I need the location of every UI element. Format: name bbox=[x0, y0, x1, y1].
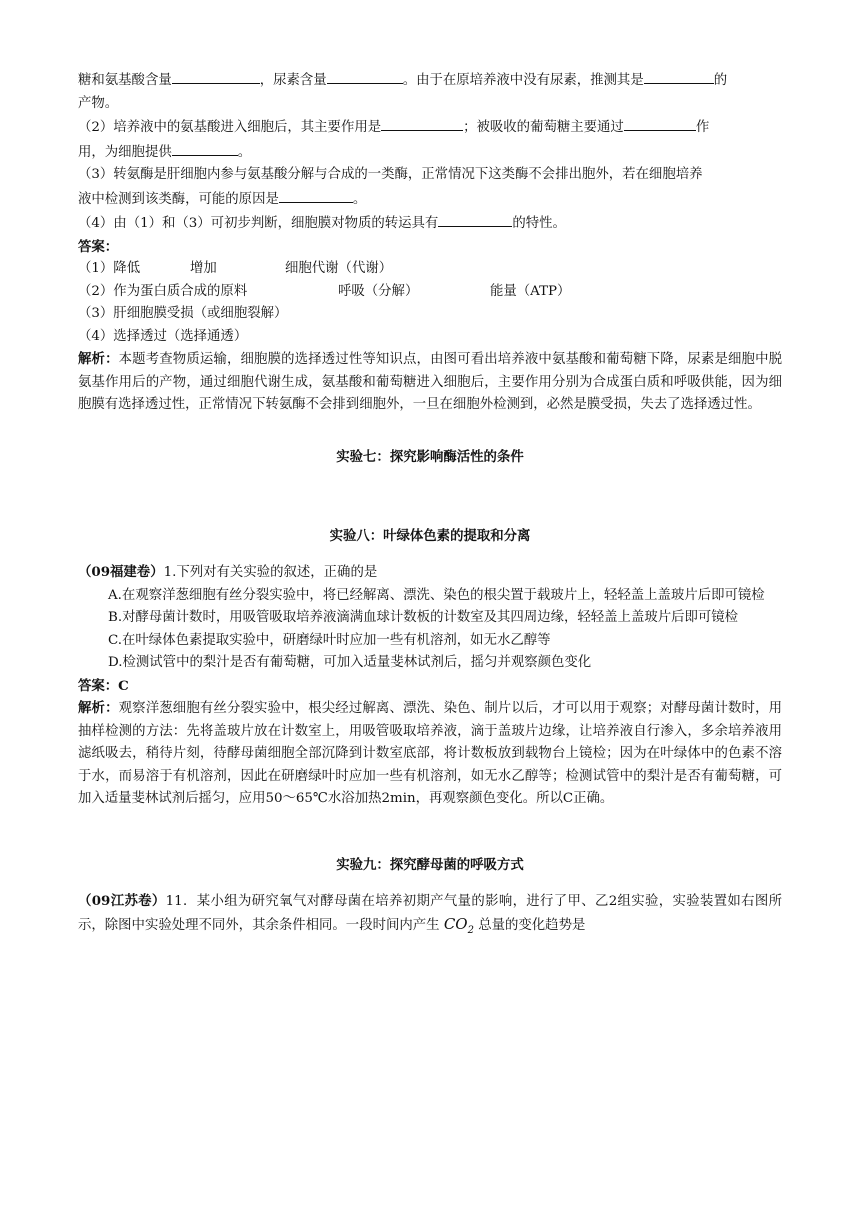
answer-4: （4）选择透过（选择通透） bbox=[78, 328, 248, 344]
question-line-2: 产物。 bbox=[78, 95, 119, 111]
answer-blank bbox=[172, 140, 238, 156]
text-segment: 。由于在原培养液中没有尿素，推测其是 bbox=[402, 73, 644, 88]
answer-text: 增加 bbox=[190, 261, 217, 276]
text-segment: ，尿素含量 bbox=[259, 73, 327, 88]
formula-subscript: 2 bbox=[467, 925, 474, 937]
analysis-paragraph bbox=[78, 348, 782, 417]
question-3-line-1: （3）转氨酶是肝细胞内参与氨基酸分解与合成的一类酶，正常情况下这类酶不会排出胞外，若在细胞培养 bbox=[78, 167, 703, 182]
text-segment: 作 bbox=[695, 120, 710, 135]
source-label: （09福建卷） bbox=[78, 564, 164, 581]
analysis-label: 解析： bbox=[78, 700, 119, 717]
option-a: A.在观察洋葱细胞有丝分裂实验中，将已经解离、漂洗、染色的根尖置于载玻片上，轻轻盖上盖玻片后即可镜检 bbox=[108, 587, 765, 603]
option-c: C.在叶绿体色素提取实验中，研磨绿叶时应加一些有机溶剂，如无水乙醇等 bbox=[108, 632, 551, 648]
answer-blank bbox=[438, 211, 512, 227]
answer-3: （3）肝细胞膜受损（或细胞裂解） bbox=[78, 306, 288, 321]
document-page bbox=[78, 68, 782, 943]
question-line-1 bbox=[78, 68, 782, 93]
answer-text: 细胞代谢（代谢） bbox=[285, 261, 393, 276]
answer-1 bbox=[78, 258, 782, 281]
question-2-line-2 bbox=[78, 140, 782, 165]
answer-blank bbox=[172, 68, 260, 84]
answer-blank bbox=[644, 68, 714, 84]
section-title-exp8: 实验八：叶绿体色素的提取和分离 bbox=[329, 528, 531, 545]
text-segment: （2）培养液中的氨基酸进入细胞后，其主要作用是 bbox=[78, 120, 382, 135]
question-text: 11．某小组为研究氧气对酵母菌在培养初期产气量的影响，进行了甲、乙2组实验，实验装置如右图所示，除图中实验处理不同外，其余条件相同。一段时间内产生 bbox=[78, 893, 782, 934]
spacer bbox=[78, 482, 782, 512]
answer-2 bbox=[78, 281, 782, 304]
question-text: 1.下列对有关实验的叙述，正确的是 bbox=[163, 565, 378, 581]
co2-formula bbox=[443, 915, 474, 937]
text-segment: 。 bbox=[237, 144, 252, 160]
answer-line bbox=[78, 675, 782, 698]
answer-text: 呼吸（分解） bbox=[338, 283, 419, 299]
answer-text: （1）降低 bbox=[78, 261, 141, 276]
question-2-line-1 bbox=[78, 115, 782, 140]
question-text: 总量的变化趋势是 bbox=[478, 918, 586, 934]
section-title-exp9: 实验九：探究酵母菌的呼吸方式 bbox=[336, 856, 524, 873]
text-segment: 的特性。 bbox=[512, 216, 566, 231]
answer-blank bbox=[279, 187, 353, 203]
source-label: （09江苏卷） bbox=[78, 892, 166, 909]
text-segment: 的 bbox=[713, 73, 728, 88]
answer-label: 答案： bbox=[78, 677, 119, 694]
option-b: B.对酵母菌计数时，用吸管吸取培养液滴满血球计数板的计数室及其四周边缘，轻轻盖上盖玻片后即可镜检 bbox=[108, 610, 739, 626]
question-4-line bbox=[78, 211, 782, 236]
text-segment: （4）由（1）和（3）可初步判断，细胞膜对物质的转运具有 bbox=[78, 216, 439, 231]
answer-blank bbox=[381, 115, 463, 131]
question-stem bbox=[78, 561, 782, 585]
answer-label: 答案： bbox=[78, 238, 119, 255]
formula-main: CO bbox=[443, 915, 468, 934]
analysis-label: 解析： bbox=[78, 351, 119, 367]
answer-blank bbox=[624, 115, 696, 131]
spacer bbox=[78, 417, 782, 433]
answer-value: C bbox=[118, 677, 129, 694]
analysis-paragraph bbox=[78, 697, 782, 811]
question-3-line-2 bbox=[78, 187, 782, 212]
analysis-text: 本题考查物质运输，细胞膜的选择透过性等知识点，由图可看出培养液中氨基酸和葡萄糖下降，尿素是细胞中脱氨基作用后的产物，通过细胞代谢生成，氨基酸和葡萄糖进入细胞后，主要作用分别为合成蛋白质和呼吸供能，因为细胞膜有选择透过性，正常情况下转氨酶不会排到细胞外，一旦在细胞外检测到，必然是膜受损，失去了选择透过性。 bbox=[78, 352, 782, 412]
text-segment: 用，为细胞提供 bbox=[78, 144, 172, 160]
analysis-text: 观察洋葱细胞有丝分裂实验中，根尖经过解离、漂洗、染色、制片以后，才可以用于观察；对酵母菌计数时，用抽样检测的方法：先将盖玻片放在计数室上，用吸管吸取培养液，滴于盖玻片边缘，让培养液自行渗入，多余培养液用滤纸吸去，稍待片刻，待酵母菌细胞全部沉降到计数室底部，将计数板放到载物台上镜检；因为在叶绿体中的色素不溶于水，而易溶于有机溶剂，因此在研磨绿叶时应加一些有机溶剂，如无水乙醇等；检测试管中的梨汁是否有葡萄糖，可加入适量斐林试剂后摇匀，应用50～65℃水浴加热2min，再观察颜色变化。所以C正确。 bbox=[78, 701, 782, 807]
option-d: D.检测试管中的梨汁是否有葡萄糖，可加入适量斐林试剂后，摇匀并观察颜色变化 bbox=[108, 655, 592, 671]
answer-blank bbox=[327, 68, 403, 84]
text-segment: 。 bbox=[352, 191, 367, 207]
spacer bbox=[78, 811, 782, 841]
question-stem bbox=[78, 890, 782, 943]
answer-text: 能量（ATP） bbox=[490, 283, 571, 299]
section-title-exp7: 实验七：探究影响酶活性的条件 bbox=[336, 448, 524, 465]
text-segment: ；被吸收的葡萄糖主要通过 bbox=[463, 120, 624, 135]
text-segment: 液中检测到该类酶，可能的原因是 bbox=[78, 191, 279, 207]
answer-text: （2）作为蛋白质合成的原料 bbox=[78, 283, 248, 299]
text-segment: 糖和氨基酸含量 bbox=[78, 73, 172, 88]
